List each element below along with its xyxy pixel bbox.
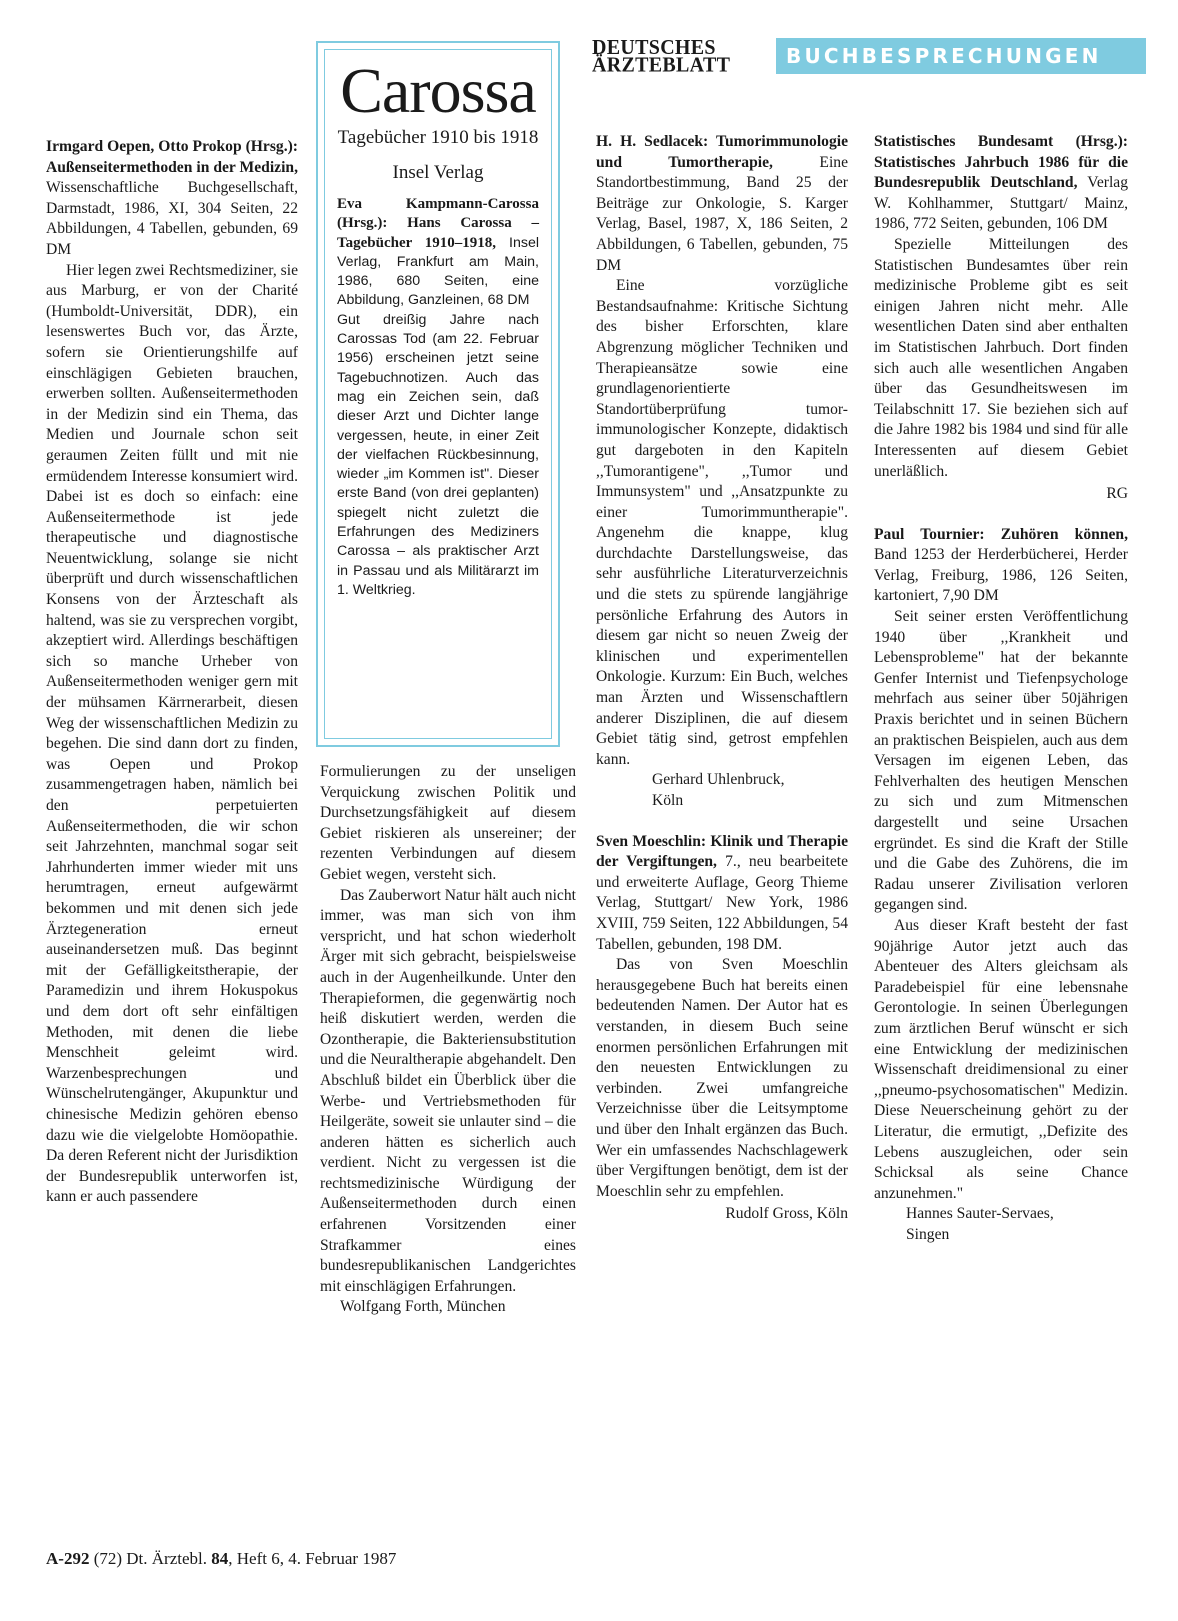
carossa-review-meta: Insel Verlag, Frankfurt am Main, 1986, 680 Seiten, eine Abbildung, Ganzleinen, 68 DM	[337, 234, 539, 309]
reviewer-signature-sauter-servaes: Hannes Sauter-Servaes,	[906, 1205, 1054, 1223]
review-tournier-body-2: Aus dieser Kraft besteht der fast 90jährige Autor jetzt auch das Abenteuer des Alters gleichsam als Paradebeispiel für eine lebensnahe Gerontologie. In seinen Überlegungen zum ärztlichen Beruf wünscht er sich eine Entwicklung der medizinischen Wissenschaft dreidimensional zu einer ,,pneumo-psychosomatischen" Medizin. Diese Neuerscheinung gehört zu der Literatur, die ermutigt, ,,Defizite des Lebens auszugleichen, oder sein Schicksal als seine Chance anzunehmen."	[874, 916, 1128, 1202]
carossa-advert-box	[316, 41, 560, 747]
review-moeschlin-meta: 7., neu bearbeitete und erweiterte Auflage, Georg Thieme Verlag, Stuttgart/ New York, 1986 XVIII, 759 Seiten, 122 Abbildungen, 54 Tabellen, gebunden, 198 DM.	[596, 853, 848, 953]
review-sedlacek-body: Eine vorzügliche Bestandsaufnahme: Kritische Sichtung des bisher Erforschten, klare Abgrenzung möglicher Techniken und Therapieansätze sowie eine grundlagenorientierte Standortüberprüfung tumor-immunologischer Konzepte, didaktisch gut dargeboten in den Kapiteln ,,Tumorantigene", ,,Tumor und Immunsystem" und ,,Ansatzpunkte zu einer Tumorimmuntherapie". Angenehm die knappe, klug durchdachte Darstellungsweise, das sehr ausführliche Literaturverzeichnis und die stets zu spürende langjährige persönliche Erfahrung des Autors in diesem gar nicht so neuen Zweig der klinischen und experimentellen Onkologie. Kurzum: Ein Buch, welches man Ärzten und Wissenschaftlern anderer Disziplinen, die auf diesem Gebiet tätig sind, getrost empfehlen kann.	[596, 277, 848, 768]
reviewer-signature-rg: RG	[1106, 485, 1128, 503]
review-column-2	[320, 762, 576, 1318]
review-tournier-body: Seit seiner ersten Veröffentlichung 1940 über ,,Krankheit und Lebensprobleme" hat der bekannte Genfer Internist und Tiefenpsychologe mehrfach aus seiner über 50jährigen Praxis berichtet und in seinen Büchern an praktischen Beispielen, auch aus dem Versagen im eigenen Leben, das Fehlverhalten des heutigen Menschen zu sich und zum Mitmenschen dargestellt und seine Ursachen ergründet. Es sind die Kraft der Stille und die Gabe des Zuhörens, die im Radau unserer Zivilisation verloren gegangen sind.	[874, 608, 1128, 914]
review-moeschlin-body: Das von Sven Moeschlin herausgegebene Buch hat bereits einen bedeutenden Namen. Der Autor hat es verstanden, in diesem Buch seine enormen persönlichen Erfahrungen mit den neuesten Entwicklungen zu verbinden. Zwei umfangreiche Verzeichnisse über die Leitsymptome und über den Inhalt ergänzen das Buch. Wer ein umfassendes Nachschlagewerk über Vergiftungen benötigt, dem ist der Moeschlin sehr zu empfehlen.	[596, 956, 848, 1200]
carossa-review	[337, 195, 539, 600]
review-sedlacek-meta: Eine Standortbestimmung, Band 25 der Beiträge zur Onkologie, S. Karger Verlag, Basel, 1987, X, 186 Seiten, 2 Abbildungen, 6 Tabellen, gebunden, 75 DM	[596, 153, 848, 274]
carossa-review-body: Gut dreißig Jahre nach Carossas Tod (am 22. Februar 1956) erscheinen jetzt seine Tagebuchnotizen. Auch das mag ein Zeichen sein, daß dieser Arzt und Dichter lange vergessen, heute, in einer Zeit der vielfachen Rückbesinnung, wieder „im Kommen ist". Dieser erste Band (von drei geplanten) spiegelt nicht zuletzt die Erfahrungen des Mediziners Carossa – als praktischer Arzt in Passau und als Militärarzt im 1. Weltkrieg.	[337, 311, 539, 598]
reviewer-location-sauter-servaes: Singen	[906, 1225, 950, 1243]
review-oepen-title: Irmgard Oepen, Otto Prokop (Hrsg.): Außenseitermethoden in der Medizin,	[46, 138, 298, 176]
section-banner: BUCHBESPRECHUNGEN	[776, 38, 1146, 74]
journal-reference: (72) Dt. Ärztebl.	[89, 1549, 212, 1568]
issue-date: , Heft 6, 4. Februar 1987	[228, 1549, 397, 1568]
journal-masthead: DEUTSCHES ÄRZTEBLATT	[592, 36, 731, 77]
review-oepen-continuation: Formulierungen zu der unseligen Verquickung zwischen Politik und Durchsetzungsfähigkeit auf diesem Gebiet riskieren als unsereiner; der rezenten Verbindungen auf diesem Gebiet wegen, versteht sich.	[320, 763, 576, 883]
review-moeschlin-title: Sven Moeschlin: Klinik und Therapie der Vergiftungen,	[596, 832, 848, 871]
review-oepen-body: Hier legen zwei Rechtsmediziner, sie aus Marburg, er von der Charité (Humboldt-Universität, DDR), ein lesenswertes Buch vor, das Ärzte, sofern sie Orientierungshilfe auf einschlägigen Gebieten brauchen, erwerben sollten. Außenseitermethoden in der Medizin sind ein Thema, das Medien und Journale schon seit geraumen Zeiten füllt und mit nie ermüdendem Interesse konsumiert wird. Dabei ist es doch so einfach: eine Außenseitermethode ist jede therapeutische und diagnostische Neuentwicklung, solange sie nicht überprüft und durch wissenschaftlichen Konsens von der Ärzteschaft als haltend, was sie zu versprechen vorgibt, akzeptiert wird. Allerdings beschäftigen sich so manche Urheber von Außenseitermethoden weniger gern mit der mühsamen Kärrnerarbeit, diesen Weg der wissenschaftlichen Medizin zu begehen. Die sind dann dort zu finden, was Oepen und Prokop zusammengetragen haben, nämlich bei den perpetuierten Außenseitermethoden, die wir schon seit Jahrzehnten, manchmal sogar seit Jahrhunderten immer wieder mit uns herumtragen, erneut aufgewärmt bekommen und mit denen sich jede Ärztegeneration erneut auseinandersetzen muß. Das beginnt mit der Gefälligkeitstherapie, der Paramedizin und ihrem Hokuspokus und dem dort oft sehr einfältigen Methoden, mit denen die liebe Menschheit geleimt wird. Warzenbesprechungen und Wünschelrutengänger, Akupunktur und chinesische Medizin gehören ebenso dazu wie die vielgelobte Homöopathie. Da deren Referent nicht der Jurisdiktion der Bundesrepublik unterworfen ist, kann er auch passendere	[46, 261, 298, 1206]
volume-number: 84	[211, 1549, 229, 1568]
reviewer-location-uhlenbruck: Köln	[652, 792, 684, 809]
review-column-1	[46, 137, 298, 1208]
reviewer-signature-forth: Wolfgang Forth, München	[340, 1298, 506, 1316]
review-tournier-meta: Band 1253 der Herderbücherei, Herder Verlag, Freiburg, 1986, 126 Seiten, kartoniert, 7,90 DM	[874, 546, 1128, 605]
review-jahrbuch-citation	[874, 132, 1128, 235]
reviewer-signature-gross: Rudolf Gross, Köln	[725, 1205, 848, 1223]
reviewer-signature-uhlenbruck: Gerhard Uhlenbruck,	[652, 771, 785, 789]
page-number: A-292	[46, 1549, 90, 1568]
carossa-review-title: Eva Kampmann-Carossa (Hrsg.): Hans Carossa – Tagebücher 1910–1918,	[337, 196, 539, 251]
review-jahrbuch-body: Spezielle Mitteilungen des Statistischen Bundesamtes über rein medizinische Probleme gibt es seit einigen Jahren nicht mehr. Alle wesentlichen Daten sind aber enthalten im Statistischen Jahrbuch. Dort finden sich auch alle wesentlichen Angaben über das Gesundheitswesen im Teilabschnitt 17. Sie beziehen sich auf die Jahre 1982 bis 1984 und sind für alle Interessenten auf diesem Gebiet unerläßlich.	[874, 235, 1128, 480]
review-oepen-body-2: Das Zauberwort Natur hält auch nicht immer, was man sich von ihm verspricht, und hat schon wiederholt Ärger mit sich gebracht, beispielsweise auch in der Augenheilkunde. Unter den Therapieformen, die gegenwärtig noch heiß diskutiert werden, werden die Ozontherapie, die Bakteriensubstitution und die Neuraltherapie abgehandelt. Den Abschluß bildet ein Überblick über die Werbe- und Vertriebsmethoden für Heilgeräte, soweit sie unlauter sind – die anderen hätten es sicherlich auch verdient. Nicht zu vergessen ist die rechtsmedizinische Würdigung der Außenseitermethoden durch einen erfahrenen Vorsitzenden einer Strafkammer eines bundesrepublikanischen Landgerichtes mit einschlägigen Erfahrungen.	[320, 886, 576, 1295]
review-sedlacek-citation	[596, 132, 848, 276]
carossa-advert-subtitle: Tagebücher 1910 bis 1918	[337, 127, 539, 148]
review-tournier-title: Paul Tournier: Zuhören können,	[874, 525, 1128, 543]
review-tournier-citation	[874, 525, 1128, 607]
review-oepen-citation	[46, 137, 298, 261]
review-sedlacek-title: H. H. Sedlacek: Tumorimmunologie und Tumortherapie,	[596, 133, 848, 171]
review-column-4	[874, 132, 1128, 1245]
review-column-3	[596, 132, 848, 1225]
carossa-advert-publisher: Insel Verlag	[392, 162, 484, 183]
review-jahrbuch-meta: Verlag W. Kohlhammer, Stuttgart/ Mainz, 1986, 772 Seiten, gebunden, 106 DM	[874, 174, 1128, 233]
review-oepen-meta: Wissenschaftliche Buchgesellschaft, Darmstadt, 1986, XI, 304 Seiten, 22 Abbildungen, 4 Tabellen, gebunden, 69 DM	[46, 179, 298, 258]
carossa-advert-title: Carossa	[340, 55, 536, 126]
carossa-advert-inner	[324, 49, 552, 739]
review-jahrbuch-title: Statistisches Bundesamt (Hrsg.): Statistisches Jahrbuch 1986 für die Bundesrepublik Deutschland,	[874, 133, 1128, 192]
review-moeschlin-citation	[596, 832, 848, 956]
carossa-review-citation	[337, 195, 539, 311]
page-footer	[46, 1548, 396, 1570]
